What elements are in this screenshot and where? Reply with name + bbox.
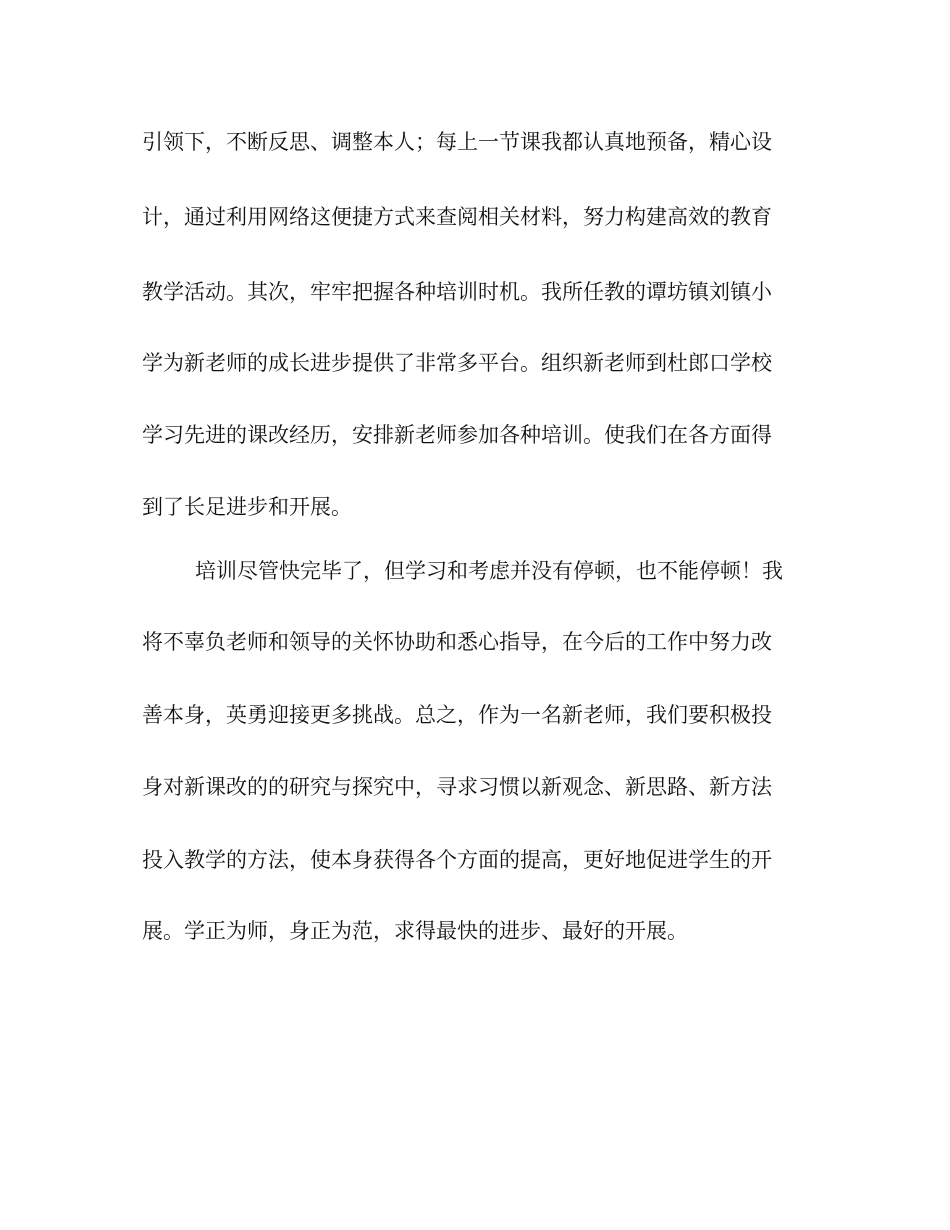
text-line: 展。学正为师，身正为范，求得最快的进步、最好的开展。 — [142, 919, 688, 943]
text-line: 身对新课改的的研究与探究中，寻求习惯以新观念、新思路、新方法 — [142, 775, 772, 799]
text-line: 计，通过利用网络这便捷方式来查阅相关材料，努力构建高效的教育 — [142, 205, 772, 229]
text-line: 将不辜负老师和领导的关怀协助和悉心指导，在今后的工作中努力改 — [142, 630, 772, 654]
text-line: 学为新老师的成长进步提供了非常多平台。组织新老师到杜郎口学校 — [142, 351, 772, 375]
text-line: 教学活动。其次，牢牢把握各种培训时机。我所任教的谭坊镇刘镇小 — [142, 280, 772, 304]
text-line: 引领下，不断反思、调整本人；每上一节课我都认真地预备，精心设 — [142, 130, 772, 154]
text-line: 学习先进的课改经历，安排新老师参加各种培训。使我们在各方面得 — [142, 423, 772, 447]
text-line: 培训尽管快完毕了，但学习和考虑并没有停顿，也不能停顿！我 — [195, 559, 783, 583]
text-line: 善本身，英勇迎接更多挑战。总之，作为一名新老师，我们要积极投 — [142, 703, 772, 727]
text-line: 投入教学的方法，使本身获得各个方面的提高，更好地促进学生的开 — [142, 848, 772, 872]
text-line: 到了长足进步和开展。 — [142, 495, 352, 519]
